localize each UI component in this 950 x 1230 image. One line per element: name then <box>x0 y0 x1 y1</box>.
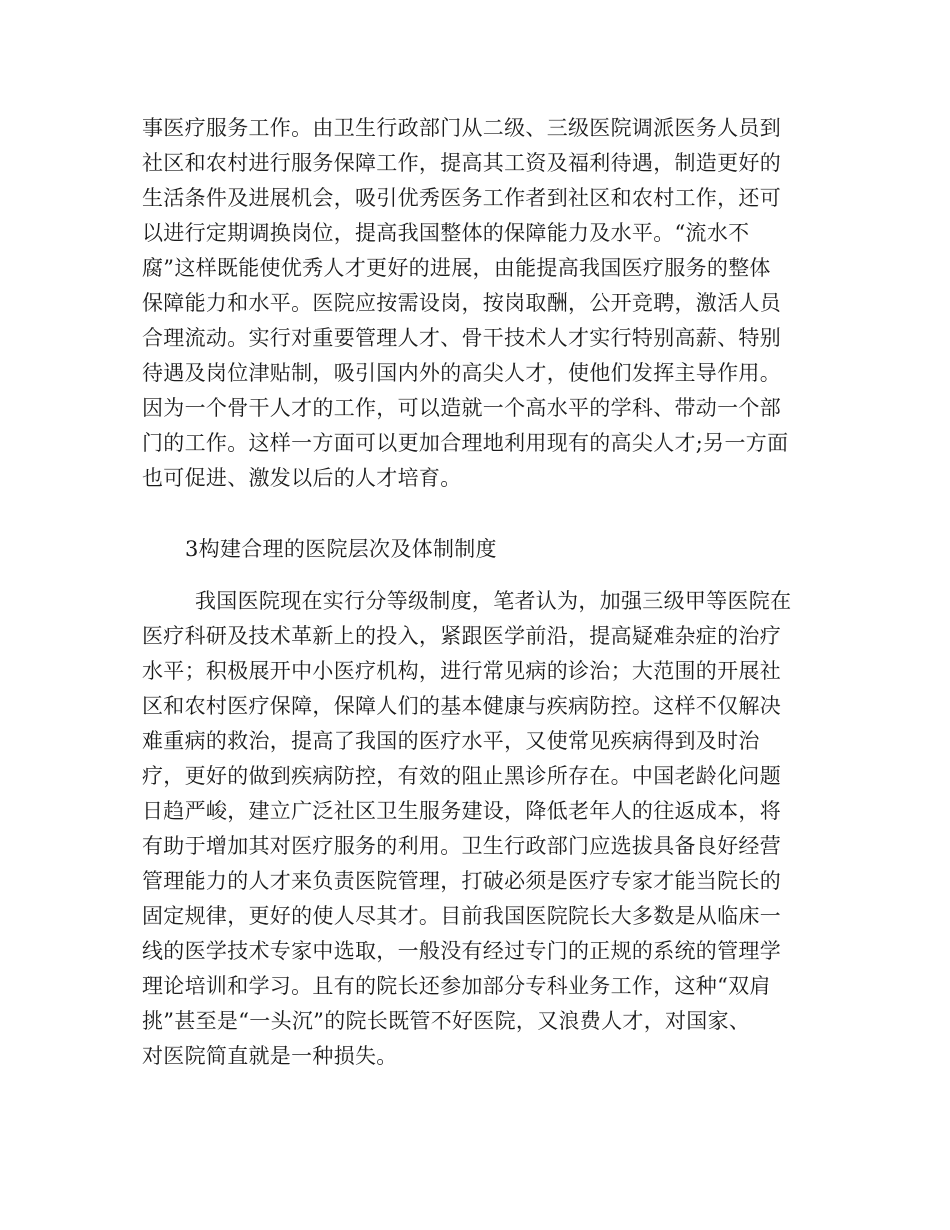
paragraph-line: 事医疗服务工作。由卫生行政部门从二级、三级医院调派医务人员到 <box>142 116 781 140</box>
paragraph-line: 疗，更好的做到疾病防控，有效的阻止黑诊所存在。中国老龄化问题 <box>142 764 781 788</box>
section-heading: 3构建合理的医院层次及体制制度 <box>185 537 497 561</box>
paragraph-line: 医疗科研及技术革新上的投入，紧跟医学前沿，提高疑难杂症的治疗 <box>142 624 781 648</box>
paragraph-line: 门的工作。这样一方面可以更加合理地利用现有的高尖人才;另一方面 <box>142 431 789 455</box>
paragraph-line: 有助于增加其对医疗服务的利用。卫生行政部门应选拔具备良好经营 <box>142 834 781 858</box>
paragraph-line: 生活条件及进展机会，吸引优秀医务工作者到社区和农村工作，还可 <box>142 186 781 210</box>
paragraph-line: 以进行定期调换岗位，提高我国整体的保障能力及水平。“流水不 <box>142 221 750 245</box>
paragraph-line: 固定规律，更好的使人尽其才。目前我国医院院长大多数是从临床一 <box>142 904 781 928</box>
paragraph-line: 保障能力和水平。医院应按需设岗，按岗取酬，公开竞聘，激活人员 <box>142 291 781 315</box>
paragraph-line: 社区和农村进行服务保障工作，提高其工资及福利待遇，制造更好的 <box>142 151 781 175</box>
paragraph-line: 合理流动。实行对重要管理人才、骨干技术人才实行特别高薪、特别 <box>142 326 781 350</box>
paragraph-line: 难重病的救治，提高了我国的医疗水平，又使常见疾病得到及时治 <box>142 729 760 753</box>
paragraph-line: 待遇及岗位津贴制，吸引国内外的高尖人才，使他们发挥主导作用。 <box>142 361 781 385</box>
paragraph-line: 挑”甚至是“一头沉”的院长既管不好医院，又浪费人才，对国家、 <box>142 1009 751 1033</box>
paragraph-line: 管理能力的人才来负责医院管理，打破必须是医疗专家才能当院长的 <box>142 869 781 893</box>
paragraph-line: 因为一个骨干人才的工作，可以造就一个高水平的学科、带动一个部 <box>142 396 781 420</box>
paragraph-line: 对医院简直就是一种损失。 <box>142 1044 398 1068</box>
paragraph-line: 日趋严峻，建立广泛社区卫生服务建设，降低老年人的往返成本，将 <box>142 799 781 823</box>
paragraph-line: 我国医院现在实行分等级制度，笔者认为，加强三级甲等医院在 <box>195 589 792 613</box>
paragraph-line: 也可促进、激发以后的人才培育。 <box>142 466 462 490</box>
paragraph-line: 理论培训和学习。且有的院长还参加部分专科业务工作，这种“双肩 <box>142 974 771 998</box>
paragraph-line: 腐”这样既能使优秀人才更好的进展，由能提高我国医疗服务的整体 <box>142 256 771 280</box>
paragraph-line: 区和农村医疗保障，保障人们的基本健康与疾病防控。这样不仅解决 <box>142 694 781 718</box>
paragraph-line: 线的医学技术专家中选取，一般没有经过专门的正规的系统的管理学 <box>142 939 781 963</box>
paragraph-line: 水平；积极展开中小医疗机构，进行常见病的诊治；大范围的开展社 <box>142 659 781 683</box>
